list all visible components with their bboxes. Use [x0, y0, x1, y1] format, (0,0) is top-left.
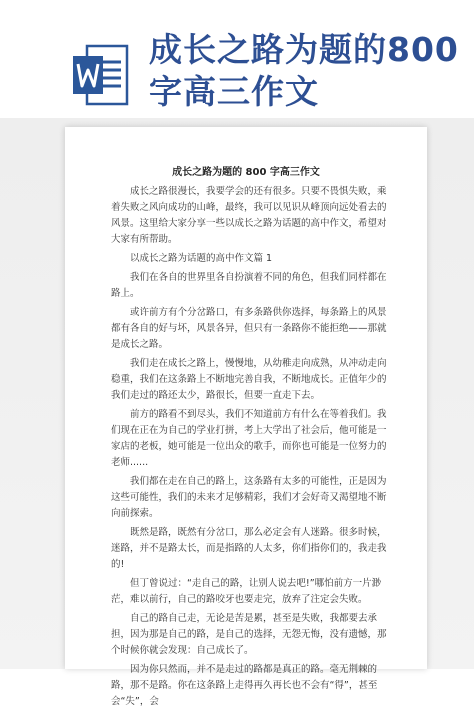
paragraph: 因为你只然而，并不是走过的路都是真正的路。毫无荆棘的路，那不是路。你在这条路上走得再久再长也不会有“得”，甚至会“失”，会	[111, 664, 378, 707]
document-title: 成长之路为题的 800 字高三作文	[172, 167, 320, 178]
paragraph: 但丁曾说过：“走自己的路，让别人说去吧!”哪怕前方一片渺茫，难以前行，自己的路咬牙也要走完，放弃了注定会失败。	[111, 578, 382, 605]
paragraph: 既然是路，既然有分岔口，那么必定会有人迷路。很多时候，迷路，并不是路太长，而是指路的人太多，你们指你们的，我走我的!	[111, 527, 387, 570]
section-heading: 以成长之路为话题的高中作文篇 1	[130, 253, 273, 264]
paragraph: 前方的路看不到尽头，我们不知道前方有什么在等着我们。我们现在正在为自己的学业打拼，考上大学出了社会后，他可能是一家店的老板，她可能是一位出众的歌手，而你也可能是一位努力的老师......	[111, 409, 387, 468]
paragraph: 我们都在走在自己的路上，这条路有太多的可能性，正是因为这些可能性，我们的未来才足够精彩，我们才会好奇又渴望地不断向前探索。	[111, 476, 387, 519]
paragraph: 或许前方有个分岔路口，有多条路供你选择，每条路上的风景都有各自的好与坏，风景各异，但只有一条路你不能拒绝——那就是成长之路。	[111, 307, 387, 350]
word-document-icon	[73, 42, 129, 108]
document-body	[111, 184, 395, 713]
page-title: 成长之路为题的800字高三作文	[149, 30, 459, 111]
paragraph: 自己的路自己走，无论是苦是累，甚至是失败，我都要去承担，因为那是自己的路，是自己的选择，无怨无悔，没有遗憾，那个时候你就会发现：自己成长了。	[111, 613, 387, 656]
paragraph: 成长之路很漫长，我要学会的还有很多。只要不畏惧失败，乘着失败之风向成功的山峰，最终，我可以见识从峰顶向远处看去的风景。这里给大家分享一些以成长之路为话题的高中作文，希望对大家有所帮助。	[111, 186, 387, 245]
document-page	[65, 127, 427, 707]
paragraph: 我们在各自的世界里各自扮演着不同的角色，但我们同样都在路上。	[111, 272, 387, 299]
header-banner	[0, 0, 474, 120]
paragraph: 我们走在成长之路上，慢慢地，从幼稚走向成熟，从冲动走向稳重，我们在这条路上不断地完善自我，不断地成长。正值年少的我们走过的路还太少，路很长，但要一直走下去。	[111, 358, 387, 401]
